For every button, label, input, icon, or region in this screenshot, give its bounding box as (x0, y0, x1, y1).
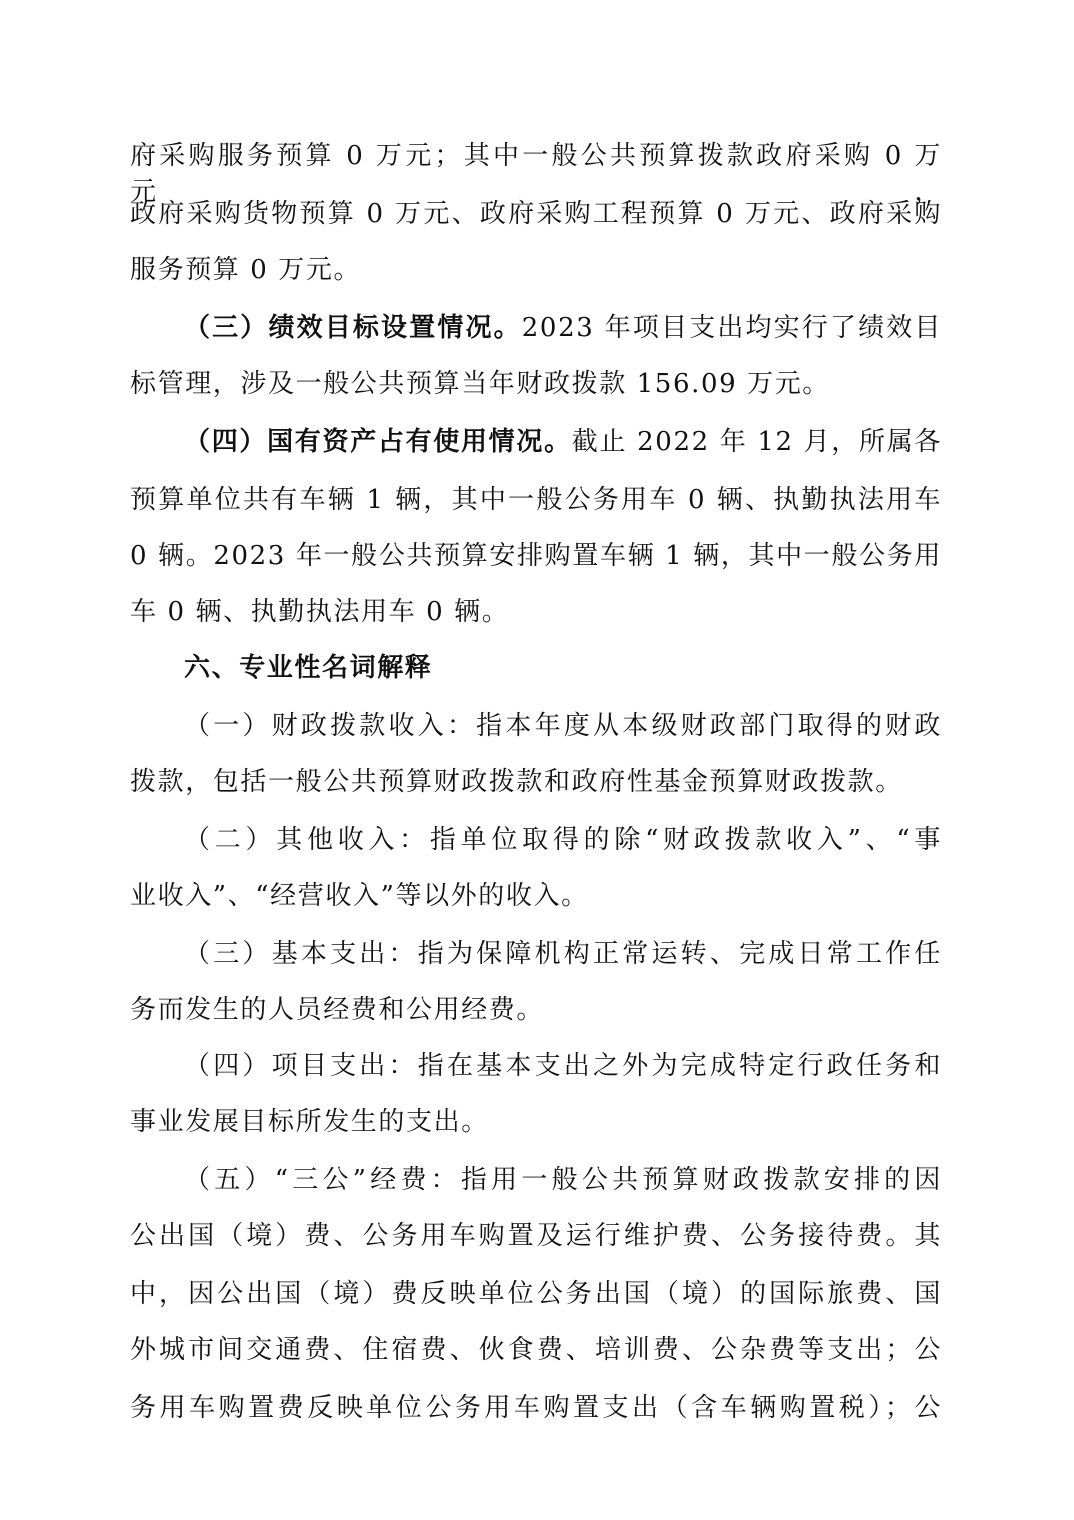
paragraph-title: （四）国有资产占有使用情况。 (184, 427, 572, 457)
text-line: 截止 2022 年 12 月，所属各 (571, 427, 942, 457)
text-line: 预算单位共有车辆 1 辆，其中一般公务用车 0 辆、执勤执法用车 (130, 485, 942, 515)
paragraph-first-line (184, 310, 942, 346)
text-line: （一）财政拨款收入：指本年度从本级财政部门取得的财政 (184, 711, 942, 741)
text-line: 务用车购置费反映单位公务用车购置支出（含车辆购置税）；公 (130, 1393, 942, 1423)
text-line: 服务预算 0 万元。 (130, 255, 362, 285)
text-line: 公出国（境）费、公务用车购置及运行维护费、公务接待费。其 (130, 1221, 942, 1251)
text-line: 标管理，涉及一般公共预算当年财政拨款 156.09 万元。 (130, 369, 830, 399)
text-line: 务而发生的人员经费和公用经费。 (130, 995, 545, 1025)
text-line: （二）其他收入：指单位取得的除“财政拨款收入”、“事 (184, 825, 942, 855)
text-line: （五）“三公”经费：指用一般公共预算财政拨款安排的因 (184, 1165, 942, 1195)
text-line: 2023 年项目支出均实行了绩效目 (521, 313, 942, 343)
text-line: 0 辆。2023 年一般公共预算安排购置车辆 1 辆，其中一般公务用 (130, 541, 942, 571)
paragraph-first-line (184, 424, 942, 460)
text-line: 府采购服务预算 0 万元；其中一般公共预算拨款政府采购 0 万元， (130, 141, 942, 207)
text-line: 拨款，包括一般公共预算财政拨款和政府性基金预算财政拨款。 (130, 767, 903, 797)
text-line: （三）基本支出：指为保障机构正常运转、完成日常工作任 (184, 939, 942, 969)
paragraph-title: （三）绩效目标设置情况。 (184, 313, 522, 343)
text-line: （四）项目支出：指在基本支出之外为完成特定行政任务和 (184, 1051, 942, 1081)
text-line: 业收入”、“经营收入”等以外的收入。 (130, 881, 589, 911)
text-line: 外城市间交通费、住宿费、伙食费、培训费、公杂费等支出；公 (130, 1335, 942, 1365)
text-line: 政府采购货物预算 0 万元、政府采购工程预算 0 万元、政府采购 (130, 199, 942, 229)
section-heading: 六、专业性名词解释 (184, 653, 433, 683)
text-line: 事业发展目标所发生的支出。 (130, 1107, 489, 1137)
text-line: 中，因公出国（境）费反映单位公务出国（境）的国际旅费、国 (130, 1279, 942, 1309)
text-line: 车 0 辆、执勤执法用车 0 辆。 (130, 597, 510, 627)
